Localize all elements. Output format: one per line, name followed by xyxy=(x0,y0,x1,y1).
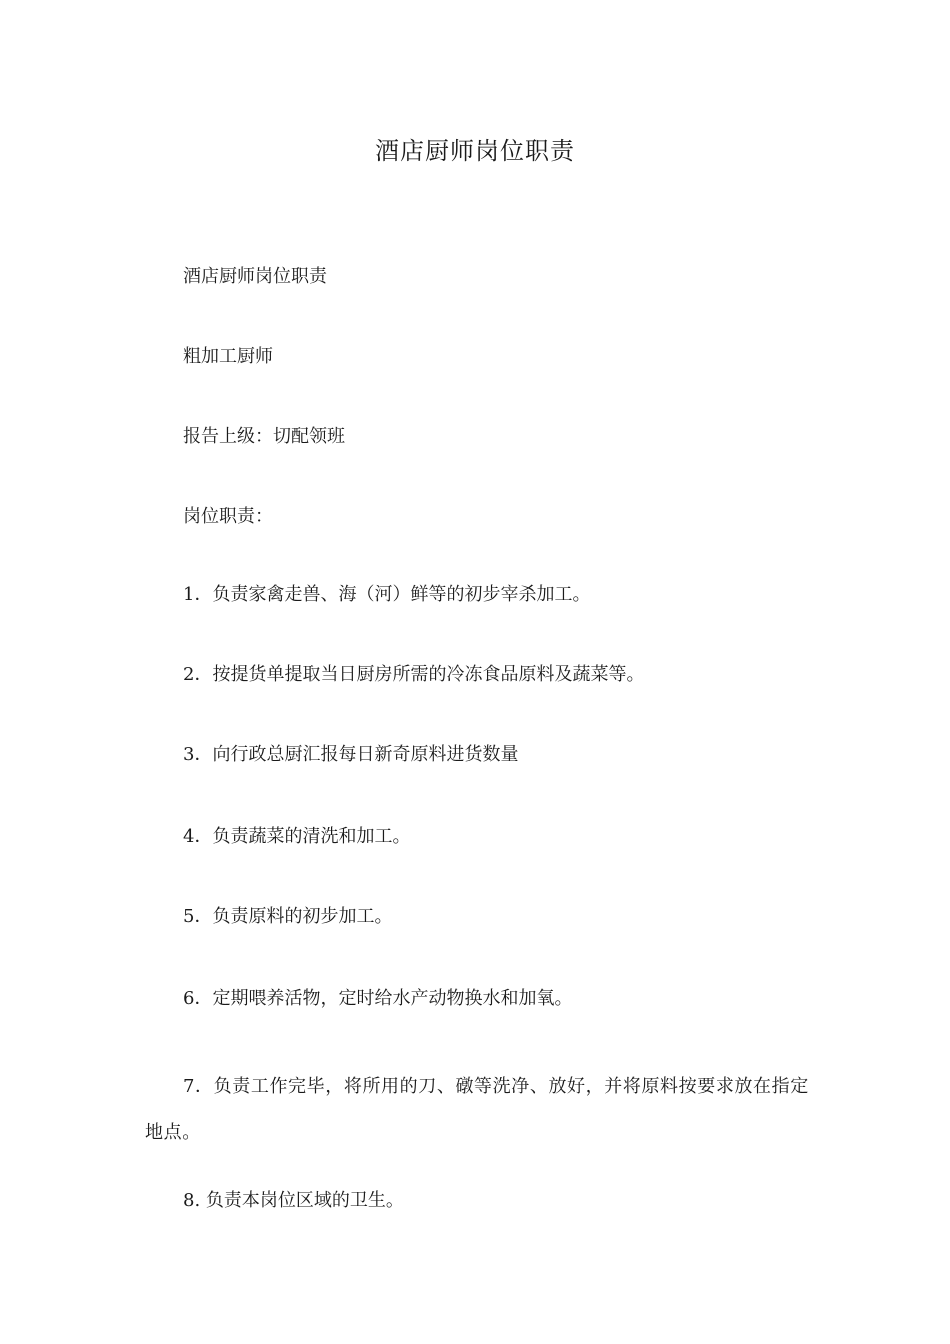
duty-item-2: 2．按提货单提取当日厨房所需的冷冻食品原料及蔬菜等。 xyxy=(183,664,645,685)
duty-item-4: 4．负责蔬菜的清洗和加工。 xyxy=(183,826,411,847)
duty-item-5: 5．负责原料的初步加工。 xyxy=(183,906,393,927)
paragraph-duties-label: 岗位职责： xyxy=(183,506,273,527)
duty-item-8: 8. 负责本岗位区域的卫生。 xyxy=(183,1190,404,1211)
duty-item-6: 6．定期喂养活物，定时给水产动物换水和加氧。 xyxy=(183,988,573,1009)
document-title: 酒店厨师岗位职责 xyxy=(375,137,575,165)
paragraph-heading: 酒店厨师岗位职责 xyxy=(183,266,327,287)
paragraph-position: 粗加工厨师 xyxy=(183,346,273,367)
paragraph-report-to: 报告上级：切配领班 xyxy=(183,426,345,447)
duty-item-7: 7．负责工作完毕，将所用的刀、礅等洗净、放好，并将原料按要求放在指定地点。 xyxy=(145,1076,809,1143)
duty-item-3: 3．向行政总厨汇报每日新奇原料进货数量 xyxy=(183,744,519,765)
duty-item-1: 1．负责家禽走兽、海（河）鲜等的初步宰杀加工。 xyxy=(183,584,591,605)
